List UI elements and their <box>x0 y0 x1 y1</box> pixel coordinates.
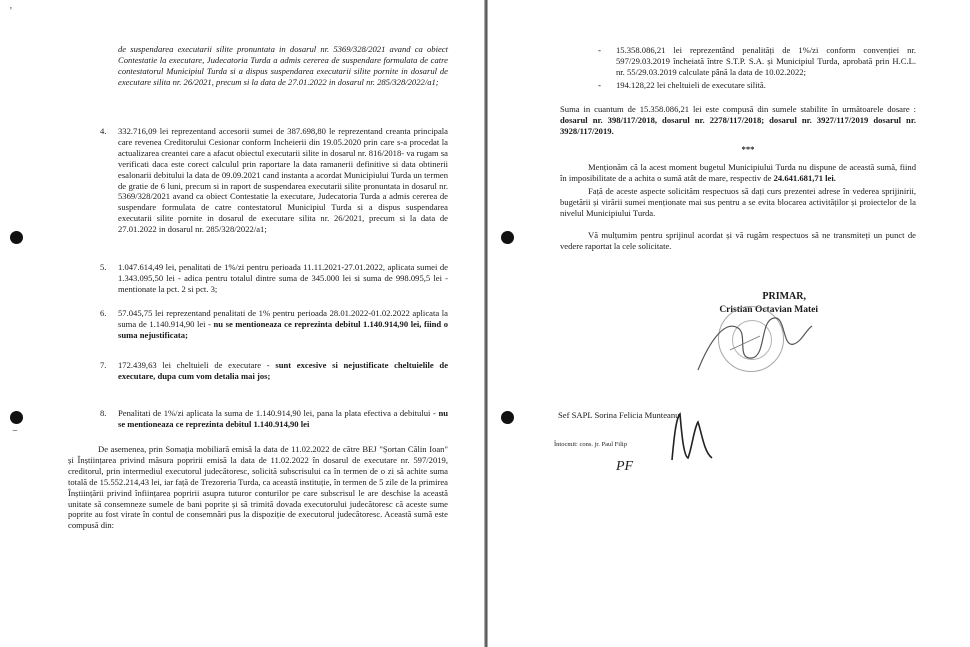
signature-name: Cristian Octavian Matei <box>719 305 818 315</box>
item-6-number: 6. <box>100 308 107 318</box>
signature-title: PRIMAR, <box>762 291 806 302</box>
item-6-text: 57.045,75 lei reprezentand penalitati de 1% pentru perioada 28.01.2022-01.02.2022 aplicata la suma de 1.140.914,90 lei - nu se mentioneaza ce reprezinta debitul 1.140.914,90 lei, fiind o suma nejustificata; <box>118 308 448 340</box>
corner-mark: ' <box>10 6 12 17</box>
intro-paragraph: de suspendarea executarii silite pronuntata in dosarul nr. 5369/328/2021 avand ca obiect Contestatie la executare, Judecatoria Turda a admis cererea de suspendare formulata de catre contestatorul Municipiul Turda si a dispus suspendarea executarii silite pornite in dosarul de executare silita nr. 26/2021, precum si la data de 27.01.2022 in dosarul nr. 285/328/2022/a1; <box>118 44 448 87</box>
bullet-2-marker: - <box>598 80 601 90</box>
signature-scribble <box>690 300 820 390</box>
sum-paragraph: Suma in cuantum de 15.358.086,21 lei este compusă din sumele stabilite în următoarele dosare : dosarul nr. 398/117/2018, dosarul nr. 2278/117/2018; dosarul nr. 3927/117/2019 dosarul nr. 3928/117/2019. <box>560 104 916 136</box>
binder-hole-bottom <box>10 411 23 424</box>
item-7-number: 7. <box>100 360 107 370</box>
item-5-number: 5. <box>100 262 107 272</box>
left-document-page <box>0 0 484 647</box>
closing-paragraph: De asemenea, prin Somația mobiliară emisă la data de 11.02.2022 de către BEJ "Șortan Călin Ioan" și Înștiințarea privind măsura popririi emisă la data de 11.02.2022 în dosarul de executare nr. 597/2019, creditorul, prin intermediul executorul judecătoresc, solicită subscrisului ca în termen de o zi să achite suma totală de 15.552.214,43 lei, iar față de Trezoreria Turda, ca această instituție, în termen de 5 zile de la primirea Înștiințării privind înființarea popririi asupra tuturor conturilor pe care subscrisul le are deschise la această unitate să consemneze sumele de bani poprite și să trimită dovada executorului judecătoresc că aceste sume poprite au fost virate în contul de consemnări pus la dispoziție de executorul judecătoresc. Această sumă este compusă din: <box>68 444 448 531</box>
binder-hole-right-top <box>501 231 514 244</box>
item-4-text: 332.716,09 lei reprezentand accesorii sumei de 387.698,80 le reprezentand creanta principala care revenea Creditorului Cesionar conform Incheierii din 19.05.2020 prin care s-a procedat la actualizarea creantei care a afacut obiectul executarii silite in dosarul nr. 816/2018- va rugam sa verificati daca este corect calculul prin raportare la data ramanerii definitive si data obtinerii esalonarii debitului la data de 09.09.2021 cand instanta a acordat Municipiului Turda un termen de gratie de 6 luni, precum si in raport de suspendarea executarii silite pronuntata in dosarul nr. 5369/328/2021 avand ca obiect Contestatie la executare, Judecatoria Turda a admis cererea de suspendare formulata de catre contestatorul Municipiul Turda si a dispus suspendarea executarii silite pornite in dosarul de executare silita nr. 26/2021, precum si la data de 27.01.2022 in dosarul nr. 285/328/2022/a1; <box>118 126 448 235</box>
binder-hole-right-bottom <box>501 411 514 424</box>
item-7-text: 172.439,63 lei cheltuieli de executare - sunt excesive si nejustificate cheltuielile de executare, dupa cum vom detalia mai jos; <box>118 360 449 381</box>
bullet-2-text: 194.128,22 lei cheltuieli de executare silită. <box>616 80 766 90</box>
bullet-1-marker: - <box>598 45 601 55</box>
item-8-number: 8. <box>100 408 107 418</box>
svg-text:PF: PF <box>616 459 634 474</box>
item-5-text: 1.047.614,49 lei, penalitati de 1%/zi pentru perioada 11.11.2021-27.01.2022, aplicata sumei de 1.343.095,50 lei - adica pentru totalul dintre suma de 345.000 lei si suma de 998.095,5 lei - mentionate la pct. 2 si pct. 3; <box>118 262 448 294</box>
munteanu-signature <box>666 408 716 468</box>
section-separator: *** <box>741 144 755 154</box>
initials-pf <box>612 452 644 478</box>
item-8-text: Penalitati de 1%/zi aplicata la suma de 1.140.914,90 lei, pana la plata efectiva a debitului - nu se mentioneaza ce reprezinta debitul 1.140.914,90 lei <box>118 408 448 429</box>
intocmit-line: Întocmit: cons. jr. Paul Filip <box>554 441 627 448</box>
budget-paragraph: Menționăm că la acest moment bugetul Municipiului Turda nu dispune de această sumă, fiind în imposibilitate de a achita o sumă atât de mare, respectiv de 24.641.681,71 lei. <box>560 162 916 183</box>
bullet-1-text: 15.358.086,21 lei reprezentând penalități de 1%/zi conform convenției nr. 597/29.03.2019 încheiată între S.T.P. S.A. și Municipiul Turda, aprobată prin H.C.L. nr. 55/29.03.2019 calculate până la data de 10.02.2022; <box>616 45 916 77</box>
binder-hole-top <box>10 231 23 244</box>
thanks-paragraph: Vă mulțumim pentru sprijinul acordat și vă rugăm respectuos să ne transmiteți un punct de vedere raportat la cele solicitate. <box>560 230 916 251</box>
request-paragraph: Față de aceste aspecte solicităm respectuos să dați curs prezentei adrese în vederea sprijinirii, bugetării și virării sumei menționate mai sus pentru a se evita blocarea activităților și proiectelor de la nivelul Municipiului Turda. <box>560 186 916 218</box>
punch-mark: ⌣ <box>12 425 18 435</box>
sef-sapl: Sef SAPL Sorina Felicia Munteanu <box>558 410 680 420</box>
item-4-number: 4. <box>100 126 107 136</box>
